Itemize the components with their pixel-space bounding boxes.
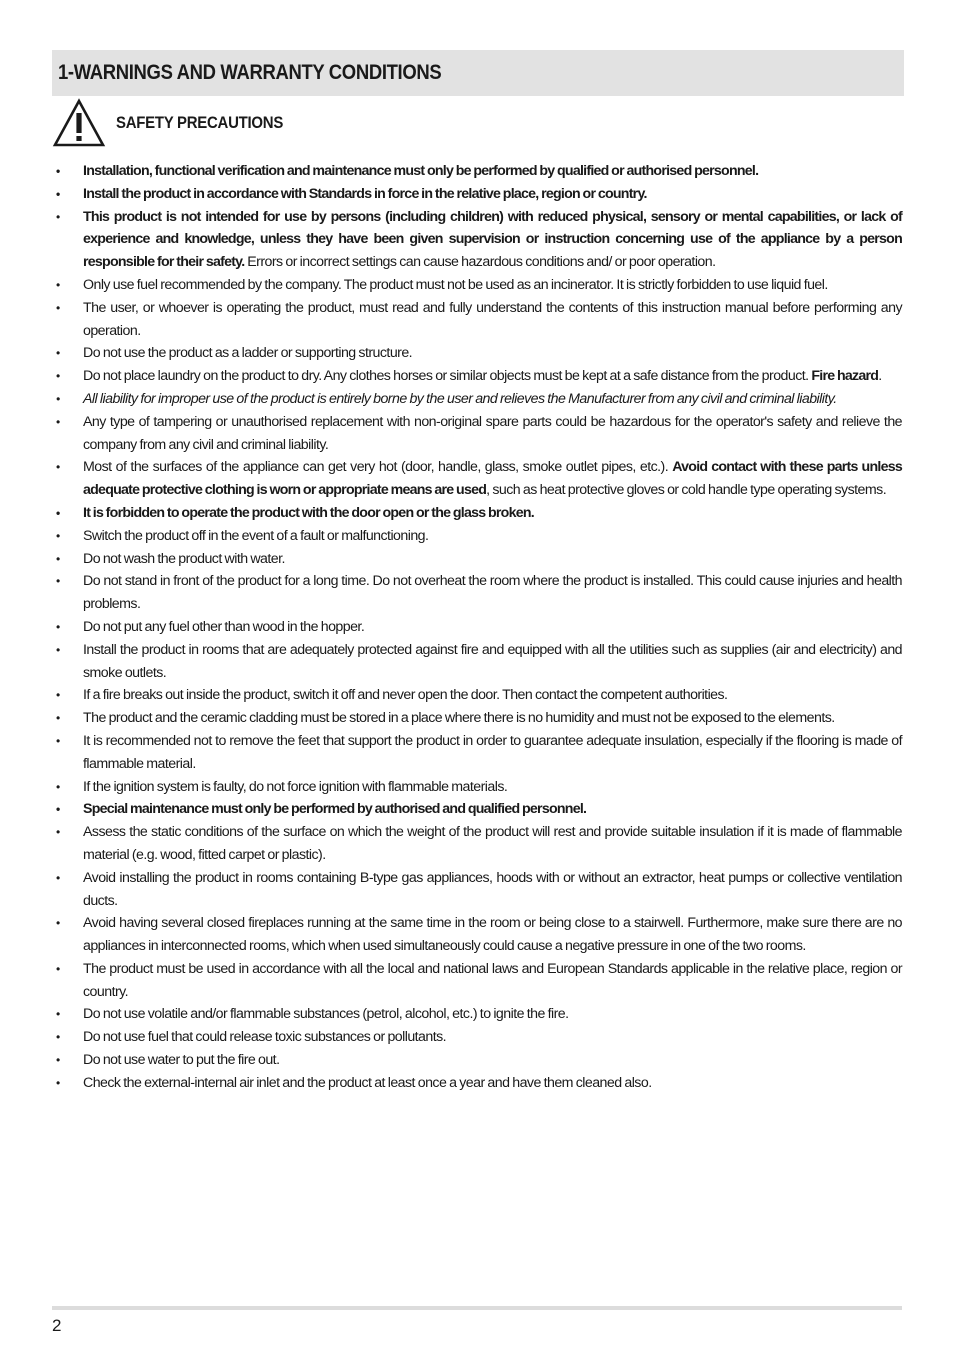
list-item-text: It is forbidden to operate the product with the door open or the glass broken. xyxy=(83,504,534,521)
list-item xyxy=(56,730,902,776)
page-heading-bar xyxy=(52,50,904,96)
list-item xyxy=(56,912,902,958)
section-title: SAFETY PRECAUTIONS xyxy=(116,113,284,132)
list-item-text: Install the product in rooms that are adequately protected against fire and equipped with all the utilities such as supplies (air and electricity) and smoke outlets. xyxy=(83,641,902,681)
list-item-text: Avoid installing the product in rooms containing B-type gas appliances, hoods with or without an extractor, heat pumps or collective ventilation ducts. xyxy=(83,869,902,909)
list-item xyxy=(56,821,902,867)
list-item xyxy=(56,456,902,502)
list-item-text: . xyxy=(878,368,882,385)
list-item xyxy=(56,684,902,707)
list-item xyxy=(56,707,902,730)
list-item-text: Do not use the product as a ladder or supporting structure. xyxy=(83,345,413,362)
list-item-text: Special maintenance must only be performed by authorised and qualified personnel. xyxy=(83,801,587,818)
list-item-text: It is recommended not to remove the feet that support the product in order to guarantee adequate insulation, especially if the flooring is made of flammable material. xyxy=(83,732,902,772)
list-item xyxy=(56,183,902,206)
list-item-emphasis: This product is not intended for use by persons (including children) with reduced physical, sensory or mental capabilities, or lack of experience and knowledge, unless they have been given supervision or instruction concerning use of the appliance by a person responsible for their safety. xyxy=(83,208,902,271)
list-item-text: Do not put any fuel other than wood in the hopper. xyxy=(83,618,365,635)
list-item xyxy=(56,525,902,548)
list-item xyxy=(56,1003,902,1026)
warning-triangle-icon xyxy=(52,98,106,148)
list-item-text: If a fire breaks out inside the product, switch it off and never open the door. Then contact the competent authorities. xyxy=(83,687,728,704)
list-item-text: Do not use fuel that could release toxic substances or pollutants. xyxy=(83,1029,447,1046)
list-item xyxy=(56,388,902,411)
list-item xyxy=(56,160,902,183)
list-item xyxy=(56,1049,902,1072)
list-item-text: Most of the surfaces of the appliance can get very hot (door, handle, glass, smoke outlet pipes, etc.). xyxy=(83,459,673,476)
list-item xyxy=(56,365,902,388)
list-item xyxy=(56,206,902,274)
list-item xyxy=(56,1072,902,1095)
list-item-text: Do not wash the product with water. xyxy=(83,550,285,567)
safety-precautions-header xyxy=(52,97,306,149)
list-item-text: Errors or incorrect settings can cause hazardous conditions and/ or poor operation. xyxy=(244,254,716,271)
list-item-text: Switch the product off in the event of a fault or malfunctioning. xyxy=(83,527,429,544)
list-item-text: The user, or whoever is operating the product, must read and fully understand the contents of this instruction manual before performing any operation. xyxy=(83,299,902,339)
list-item xyxy=(56,867,902,913)
list-item xyxy=(56,798,902,821)
list-item-text: Check the external-internal air inlet and the product at least once a year and have them cleaned also. xyxy=(83,1074,652,1091)
list-item-text: If the ignition system is faulty, do not force ignition with flammable materials. xyxy=(83,778,508,795)
list-item-text: The product must be used in accordance with all the local and national laws and European Standards applicable in the relative place, region or country. xyxy=(83,960,902,1000)
list-item xyxy=(56,958,902,1004)
list-item-text: Do not stand in front of the product for a long time. Do not overheat the room where the product is installed. This could cause injuries and health problems. xyxy=(83,573,902,613)
page-heading: 1-WARNINGS AND WARRANTY CONDITIONS xyxy=(58,61,442,84)
safety-precautions-list xyxy=(56,160,902,1095)
list-item-text: Assess the static conditions of the surface on which the weight of the product will rest and provide suitable insulation if it is made of flammable material (e.g. wood, fitted carpet or plastic). xyxy=(83,824,902,863)
list-item-text: Only use fuel recommended by the company. The product must not be used as an incinerator. It is strictly forbidden to use liquid fuel. xyxy=(83,276,828,293)
list-item xyxy=(56,616,902,639)
list-item-text: The product and the ceramic cladding must be stored in a place where there is no humidity and must not be exposed to the elements. xyxy=(83,710,835,727)
list-item xyxy=(56,1026,902,1049)
list-item xyxy=(56,502,902,525)
list-item-emphasis: Fire hazard xyxy=(811,368,879,385)
list-item xyxy=(56,297,902,343)
list-item xyxy=(56,411,902,457)
list-item-text: All liability for improper use of the product is entirely borne by the user and relieves the Manufacturer from any civil and criminal liability. xyxy=(83,390,837,407)
list-item-emphasis: Avoid contact with these parts unless adequate protective clothing is worn or appropriate means are used xyxy=(83,459,902,499)
list-item-text: Do not place laundry on the product to dry. Any clothes horses or similar objects must be kept at a safe distance from the product. xyxy=(83,368,812,385)
list-item-text: Do not use water to put the fire out. xyxy=(83,1052,280,1069)
page-number: 2 xyxy=(52,1316,62,1335)
list-item xyxy=(56,548,902,571)
list-item-text: Any type of tampering or unauthorised replacement with non-original spare parts could be hazardous for the operator's safety and relieve the company from any civil and criminal liability. xyxy=(83,413,902,453)
list-item xyxy=(56,639,902,685)
list-item-text: Installation, functional verification and maintenance must only be performed by qualified or authorised personnel. xyxy=(83,163,759,179)
list-item-text: Install the product in accordance with Standards in force in the relative place, region or country. xyxy=(83,185,647,202)
list-item xyxy=(56,776,902,799)
list-item-text: Avoid having several closed fireplaces running at the same time in the room or being close to a stairwell. Furthermore, make sure there are no appliances in interconnected rooms, which when used simultaneously could cause a negative pressure in one of the two rooms. xyxy=(83,915,902,955)
list-item xyxy=(56,570,902,616)
footer-rule xyxy=(52,1306,902,1310)
list-item-text: , such as heat protective gloves or cold handle type operating systems. xyxy=(486,482,887,499)
list-item xyxy=(56,274,902,297)
list-item xyxy=(56,342,902,365)
list-item-text: Do not use volatile and/or flammable substances (petrol, alcohol, etc.) to ignite the fire. xyxy=(83,1006,569,1023)
